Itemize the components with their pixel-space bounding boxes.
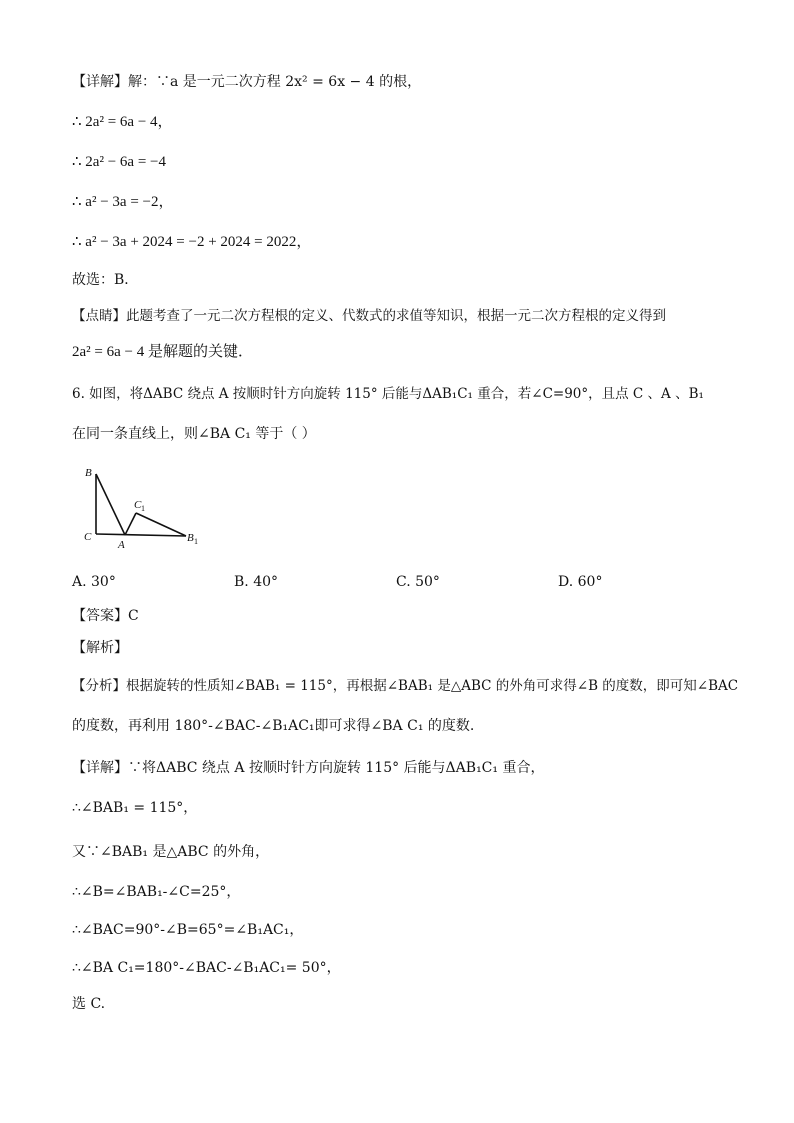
detail-line-3: 又∵∠BAB₁ 是△ABC 的外角， xyxy=(72,844,270,860)
segment-ba xyxy=(96,474,125,535)
option-d: D. 60° xyxy=(558,574,603,590)
option-a: A. 30° xyxy=(72,574,116,590)
solution-step-3: ∴ a² − 3a = −2， xyxy=(72,194,174,210)
answer-line: 【答案】C xyxy=(72,608,139,624)
question-6-figure xyxy=(80,462,210,552)
figure-label-b1-sub: 1 xyxy=(194,537,198,546)
option-c: C. 50° xyxy=(396,574,440,590)
solution-step-1: ∴ 2a² = 6a − 4， xyxy=(72,114,173,130)
detail-line-6: ∴∠BA C₁=180°-∠BAC-∠B₁AC₁= 50°， xyxy=(72,960,341,976)
figure-label-c1-sub: 1 xyxy=(141,504,145,513)
figure-label-c: C xyxy=(84,531,92,543)
segment-cb1 xyxy=(96,534,186,536)
detail-line-5: ∴∠BAC=90°-∠B=65°=∠B₁AC₁， xyxy=(72,922,304,938)
detail-line-7: 选 C. xyxy=(72,996,106,1012)
question-6-stem-line-2: 在同一条直线上，则∠BA C₁ 等于（ ） xyxy=(72,426,316,442)
solution-choice: 故选：B． xyxy=(72,272,139,288)
figure-label-c1: C xyxy=(134,499,142,511)
solution-comment-line-1: 【点睛】此题考查了一元二次方程根的定义、代数式的求值等知识，根据一元二次方程根的定义得到 xyxy=(72,308,666,324)
segment-c1b1 xyxy=(136,513,186,536)
analysis-line-1: 【分析】根据旋转的性质知∠BAB₁ = 115°，再根据∠BAB₁ 是△ABC 的外角可求得∠B 的度数，即可知∠BAC xyxy=(72,678,739,694)
segment-ac1 xyxy=(125,513,136,535)
figure-label-b: B xyxy=(85,467,92,479)
question-6-stem-line-1: 6. 如图，将ΔABC 绕点 A 按顺时针方向旋转 115° 后能与ΔAB₁C₁ 重合，若∠C=90°，且点 C 、A 、B₁ xyxy=(72,386,704,402)
solution-comment-line-2: 2a² = 6a − 4 是解题的关键． xyxy=(72,344,253,360)
figure-label-b1: B xyxy=(187,532,194,544)
detail-line-2: ∴∠BAB₁ = 115°， xyxy=(72,800,198,816)
detail-line-1: 【详解】∵将ΔABC 绕点 A 按顺时针方向旋转 115° 后能与ΔAB₁C₁ 重合， xyxy=(72,760,545,776)
detail-line-4: ∴∠B=∠BAB₁-∠C=25°， xyxy=(72,884,241,900)
figure-label-a: A xyxy=(118,539,125,551)
solution-detail-line: 【详解】解：∵a 是一元二次方程 2x² = 6x − 4 的根， xyxy=(72,74,422,90)
analysis-line-2: 的度数，再利用 180°-∠BAC-∠B₁AC₁即可求得∠BA C₁ 的度数. xyxy=(72,718,475,734)
solution-step-4: ∴ a² − 3a + 2024 = −2 + 2024 = 2022， xyxy=(72,234,312,250)
analysis-header: 【解析】 xyxy=(72,640,128,656)
solution-step-2: ∴ 2a² − 6a = −4 xyxy=(72,154,166,170)
option-b: B. 40° xyxy=(234,574,279,590)
